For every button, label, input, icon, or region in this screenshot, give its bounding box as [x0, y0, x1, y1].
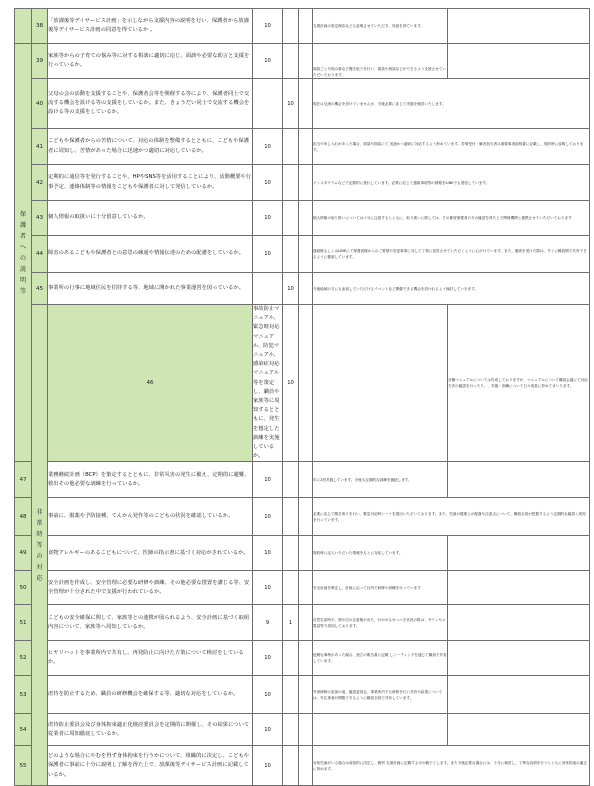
item-question: 食物アレルギーのあるこどもについて、医師の指示書に基づく対応がされているか。	[48, 536, 253, 571]
comment-extra-cell	[448, 9, 590, 44]
no-count	[283, 536, 299, 571]
comment-extra-cell	[448, 714, 590, 746]
table-row	[15, 641, 590, 676]
comment-cell: 今後地域の方にも参加していただけるイベントなど開催できる機会を設けれるよう検討していきます。	[313, 273, 590, 305]
comment-extra-cell	[448, 536, 590, 571]
no-count	[299, 305, 313, 462]
item-question: こどもや保護者からの苦情について、対応の体制を整備するとともに、こどもや保護者に周知し、苦情があった場合に迅速かつ適切に対応しているか。	[48, 129, 253, 165]
item-number: 45	[32, 273, 48, 305]
no-count	[283, 44, 299, 79]
item-number: 54	[15, 714, 32, 746]
table-row	[15, 536, 590, 571]
unknown-count	[299, 462, 313, 498]
item-number: 51	[15, 605, 32, 641]
category-label: 非常時等の対応	[36, 508, 43, 582]
table-row	[15, 165, 590, 201]
no-count	[283, 746, 299, 786]
unknown-count	[299, 498, 313, 536]
unknown-count	[299, 236, 313, 273]
unknown-count	[299, 746, 313, 786]
table-row	[15, 714, 590, 746]
item-number: 39	[32, 44, 48, 79]
item-number: 42	[32, 165, 48, 201]
table-row	[15, 44, 590, 79]
category-cell-empty	[15, 9, 32, 44]
table-row	[15, 236, 590, 273]
comment-cell: 担当や申し入れがあった場合、面談や面談にて 迅速かつ適切に対応するよう努めています。苦情受付・解決担当者は重要事項説明書に記載し、契約時に説明しております。	[313, 129, 590, 165]
no-count	[283, 165, 299, 201]
table-row	[15, 9, 590, 44]
item-question: 事業所の行事に地域住民を招待する等、地域に開かれた事業運営を図っているか。	[48, 273, 253, 305]
unknown-count	[299, 605, 313, 641]
unknown-count	[299, 273, 313, 305]
comment-extra-cell	[448, 605, 590, 641]
comment-cell: 外部研修の参加の他、確認委員会、事業所内でも研修を行い共有や結果については、外注事者が閲覧できるように職員全員で共有しています。	[313, 676, 448, 714]
no-count	[283, 498, 299, 536]
unknown-count	[299, 165, 313, 201]
yes-count: 10	[253, 641, 283, 676]
no-count	[283, 462, 299, 498]
item-question: 家族等からの子育ての悩み等に対する相談に適切に応じ、面談や必要な助言と支援を行っているか。	[48, 44, 253, 79]
yes-count: 10	[253, 462, 283, 498]
comment-cell: 対象児童がいる場合は前段的に決定し、個別 支援計画に記載するほか親子とします。また今後必要な場合には、十分に検討し、丁寧な説明を行うとともに身体拘束の適正に努めます。	[313, 746, 590, 786]
comment-cell: 連絡帳もしくはLINEにて保護者様からのご要望や変更事項に対して丁寧に返答させていただくように心がけています。また、連絡を受けた際は、すぐに職員間で共有できるように徹底しています。	[313, 236, 590, 273]
comment-cell: 必要に応じて聞き取りを行い、緊急対応時シートを提出いただいております。また、児童の健康上の配慮や注意点について、職員全員が把握するよう定期的な確認と周知を行っています。	[313, 498, 590, 536]
unknown-count	[299, 641, 313, 676]
table-row	[15, 305, 590, 462]
table-row	[15, 746, 590, 786]
item-question: 父母の会の活動を支援することや、保護者会等を開催する等により、保護者同士で交流する機会を設ける等の支援をしているか。また、きょうだい同士で交流する機会を設ける等の支援をしているか。	[48, 79, 253, 129]
item-number: 47	[15, 462, 32, 498]
no-count: 10	[283, 79, 299, 129]
comment-extra-cell	[448, 676, 590, 714]
unknown-count	[299, 714, 313, 746]
comment-cell: 安全計画を策定し、計画に沿って社内で研修や訓練を行っています	[313, 571, 448, 605]
item-number: 44	[32, 236, 48, 273]
yes-count: 9	[253, 605, 283, 641]
evaluation-sheet	[14, 8, 589, 786]
comment-cell: 危険な事例があった場合、独立の報告書に記載 しミーティングを通じて職員で共有しています。	[313, 641, 448, 676]
item-number: 43	[32, 201, 48, 236]
comment-cell: 各種マニュアルについては作成しておりますが、マニュアルについて職員会議にて対応方法の確認を行ったり、、実施・訓練について日々改善に努めてまいります。	[448, 305, 590, 462]
item-question: 虐待防止委員会及び身体拘束適正化検討委員会を定期的に開催し、その結果について従業者に周知徹底しているか。	[48, 714, 253, 746]
item-number: 49	[15, 536, 32, 571]
item-question: 事故防止マニュアル、緊急時対応マニュアル、防犯マニュアル、感染症対応マニュアル等を策定し、職員や家族等に周知するとともに、発生を想定した訓練を実施しているか。	[253, 305, 283, 462]
item-number: 53	[15, 676, 32, 714]
item-question: 定期的に通信等を発行することや、HPやSNS等を活用することにより、活動概要や行事予定、連絡体制等の情報をこどもや保護者に対して発信しているか。	[48, 165, 253, 201]
evaluation-table	[14, 8, 590, 786]
no-count	[283, 9, 299, 44]
unknown-count	[299, 676, 313, 714]
yes-count: 10	[253, 44, 283, 79]
comment-cell: 契約時に記入いただいた情報をもとに対応しています。	[313, 536, 448, 571]
no-count	[283, 714, 299, 746]
no-count	[283, 236, 299, 273]
comment-cell: 現在は交流の機会を設けていませんが、今後必要に応じて実施を検討いたします。	[313, 79, 590, 129]
no-count	[283, 129, 299, 165]
comment-cell: 面談ごとや悩み事など聞き取りを行い、面談や相談などができるよう支援させていただいております。	[313, 44, 448, 79]
yes-count: 10	[253, 676, 283, 714]
item-number: 38	[32, 9, 48, 44]
yes-count	[253, 79, 283, 129]
yes-count	[253, 273, 283, 305]
item-number: 52	[15, 641, 32, 676]
yes-count: 10	[253, 746, 283, 786]
table-row	[15, 79, 590, 129]
yes-count: 10	[253, 536, 283, 571]
item-question: ヒヤリハットを事業所内で共有し、再発防止に向けた方策について検討をしているか。	[48, 641, 253, 676]
comment-cell: インスタグラムなどで定期的に発行しています。必要に応じて連絡事項等の情報をLINEでも発信しています。	[313, 165, 590, 201]
item-question: 事前に、服薬や予防接種、てんかん発作等のこどもの状況を確認しているか。	[48, 498, 253, 536]
comment-cell	[313, 714, 448, 746]
table-row	[15, 571, 590, 605]
yes-count: 10	[253, 498, 283, 536]
unknown-count	[299, 9, 313, 44]
yes-count: 10	[253, 129, 283, 165]
table-row	[15, 462, 590, 498]
comment-cell: 年に2回実施しています。今後も定期的な訓練を継続します。	[313, 462, 448, 498]
item-question: どのような場合にやむを得ず身体拘束を行うかについて、組織的に決定し、こどもや保護者に事前に十分に説明し了解を得た上で、放課後等デイサービス計画に記載しているか。	[48, 746, 253, 786]
unknown-count	[299, 536, 313, 571]
category-cell	[15, 44, 32, 462]
item-question: 業務継続計画（BCP）を策定するとともに、非常災害の発生に備え、定期的に避難、救出その他必要な訓練を行っているか。	[48, 462, 253, 498]
no-count	[283, 571, 299, 605]
category-label: 保護者への説明等	[19, 210, 27, 295]
unknown-count	[313, 305, 448, 462]
item-question: こどもの安全確保に関して、家族等との連携が図られるよう、安全計画に基づく取組内容について、家族等へ周知しているか。	[48, 605, 253, 641]
no-count	[283, 201, 299, 236]
no-count: 1	[283, 605, 299, 641]
yes-count: 10	[253, 165, 283, 201]
yes-count: 10	[253, 571, 283, 605]
item-number: 48	[15, 498, 32, 536]
comment-cell: 自然災害時や、熱や空の注意報が出た、行かせるせつべき状況の際は、サインやメ電話等で周知しております。	[313, 605, 448, 641]
comment-extra-cell	[448, 462, 590, 498]
yes-count: 10	[253, 9, 283, 44]
item-number: 50	[15, 571, 32, 605]
item-question: 安全計画を作成し、安全管理に必要な研修や訓練、その他必要な措置を講じる等、安全管理が十分された中で支援が行われているか。	[48, 571, 253, 605]
unknown-count	[299, 44, 313, 79]
yes-count: 10	[253, 714, 283, 746]
no-count: 10	[283, 273, 299, 305]
comment-extra-cell	[448, 44, 590, 79]
table-row	[15, 129, 590, 165]
comment-cell: 個人情報の取り扱いについては十分に注意するとともに、取り扱いに際しては、その都度保護者の方の確認を得た上で関係機関と連携させていただいております	[313, 201, 590, 236]
comment-extra-cell	[448, 641, 590, 676]
unknown-count	[299, 201, 313, 236]
unknown-count	[299, 79, 313, 129]
item-number: 55	[15, 746, 32, 786]
unknown-count	[299, 571, 313, 605]
yes-count: 10	[253, 201, 283, 236]
table-row	[15, 201, 590, 236]
item-question: 「放課後等デイサービス計画」を示しながら支援内容の説明を行い、保護者から放課後等デイサービス計画の同意を得ているか 。	[48, 9, 253, 44]
no-count	[283, 676, 299, 714]
item-number: 41	[32, 129, 48, 165]
item-number: 46	[48, 305, 253, 462]
item-number: 40	[32, 79, 48, 129]
table-row	[15, 273, 590, 305]
item-question: 障害のあるこどもや保護者との意思の疎通や情報伝達のための配慮をしているか。	[48, 236, 253, 273]
yes-count: 10	[283, 305, 299, 462]
category-cell	[32, 305, 48, 786]
unknown-count	[299, 129, 313, 165]
comment-cell: 支援計画の設定理由なども説明させていただき、同意を得ています。	[313, 9, 448, 44]
table-row	[15, 676, 590, 714]
no-count	[283, 641, 299, 676]
item-question: 個人情報の取扱いに十分留意しているか。	[48, 201, 253, 236]
comment-extra-cell	[448, 571, 590, 605]
table-row	[15, 498, 590, 536]
table-row	[15, 605, 590, 641]
item-question: 虐待を防止するため、職員の研修機会を確保する等、適切な対応をしているか。	[48, 676, 253, 714]
yes-count: 10	[253, 236, 283, 273]
